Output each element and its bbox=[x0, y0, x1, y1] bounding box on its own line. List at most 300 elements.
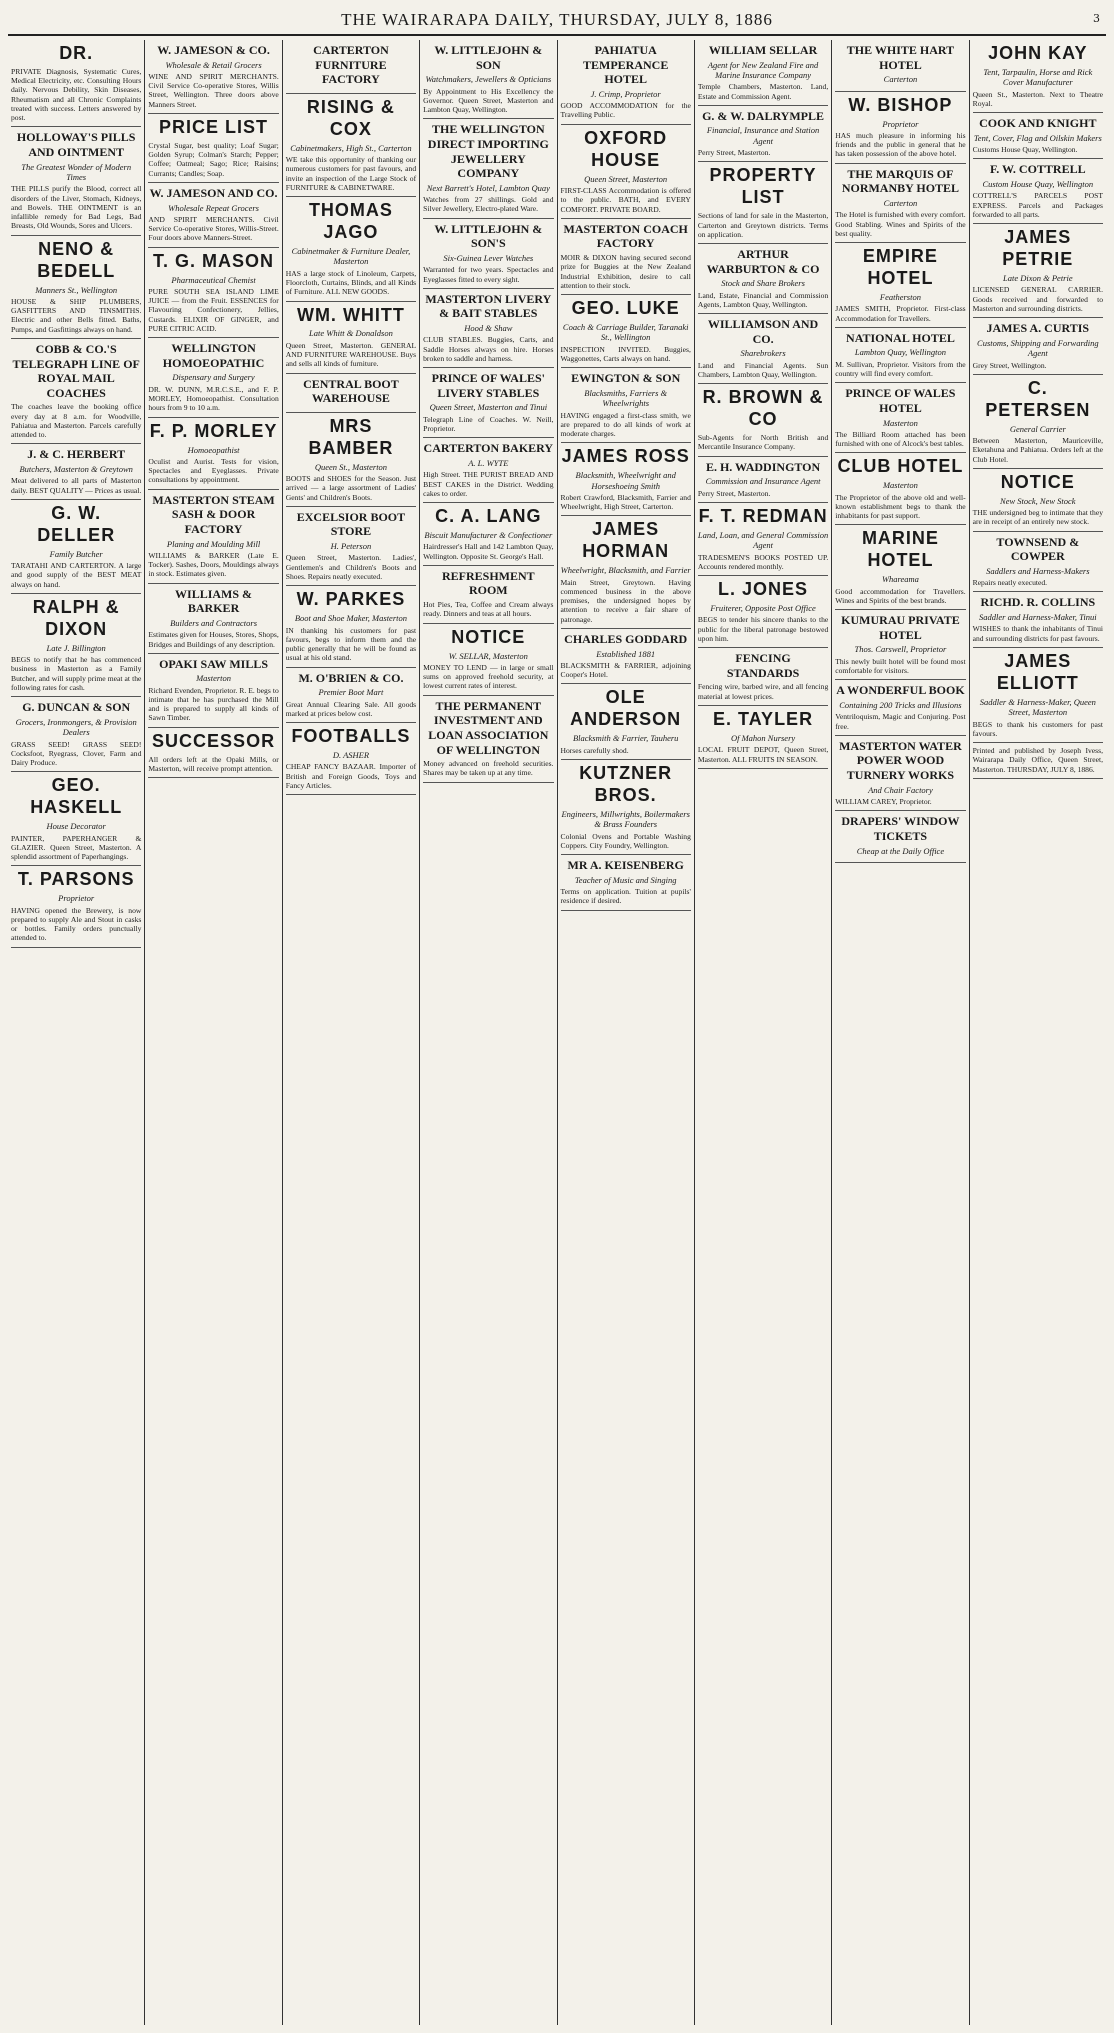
ad-subtitle: Fruiterer, Opposite Post Office bbox=[710, 603, 816, 614]
advertisement bbox=[286, 668, 416, 723]
ad-body: Terms on application. Tuition at pupils' residence if desired. bbox=[560, 887, 691, 906]
ad-body: Money advanced on freehold securities. Shares may be taken up at any time. bbox=[423, 759, 554, 778]
ad-title: JAMES HORMAN bbox=[582, 519, 670, 562]
column-6 bbox=[695, 40, 832, 2025]
ad-body: IN thanking his customers for past favours, begs to inform them and the public generally that he will be found as usual at his old stand. bbox=[285, 625, 417, 663]
advertisement bbox=[423, 438, 553, 503]
ad-subtitle: Established 1881 bbox=[596, 648, 656, 659]
ad-body: WE take this opportunity of thanking our numerous customers for past favours, and invite an inspection of the Large Stock of FURNITURE & CABINETWARE. bbox=[285, 155, 417, 192]
advertisement bbox=[835, 736, 965, 811]
advertisement bbox=[835, 40, 965, 92]
ad-title: SUCCESSOR bbox=[152, 730, 276, 751]
ad-title: T. PARSONS bbox=[17, 869, 135, 890]
ad-subtitle: Boot and Shoe Maker, Masterton bbox=[294, 613, 407, 624]
advertisement bbox=[423, 368, 553, 438]
advertisement bbox=[286, 507, 416, 586]
advertisement bbox=[423, 289, 553, 368]
ad-title: F. T. REDMAN bbox=[698, 505, 828, 526]
advertisement bbox=[835, 680, 965, 735]
ad-title: THOMAS JAGO bbox=[308, 200, 393, 243]
ad-subtitle: A. L. WYTE bbox=[468, 457, 509, 468]
ad-body: Hot Pies, Tea, Coffee and Cream always ready. Dinners and teas at all hours. bbox=[423, 600, 554, 619]
ad-body: Fencing wire, barbed wire, and all fencing material at lowest prices. bbox=[697, 682, 829, 701]
ad-body: AND SPIRIT MERCHANTS. Civil Service Co-operative Stores, Willis-Street. Four doors above Manners-Street. bbox=[148, 214, 279, 243]
advertisement bbox=[561, 684, 691, 760]
ad-subtitle: H. Peterson bbox=[330, 541, 372, 552]
ad-subtitle: Saddlers and Harness-Makers bbox=[986, 565, 1090, 576]
ad-subtitle: Next Barrett's Hotel, Lambton Quay bbox=[426, 182, 550, 193]
ad-subtitle: Whareama bbox=[881, 574, 919, 585]
ad-body: Robert Crawford, Blacksmith, Farrier and Wheelwright, High Street, Carterton. bbox=[560, 492, 691, 512]
ad-subtitle: Masterton bbox=[196, 673, 232, 684]
ad-body: THE undersigned beg to intimate that they are in receipt of an entirely new stock. bbox=[972, 508, 1103, 527]
ad-body: HAS much pleasure in informing his friends and the public in general that he has taken possession of the above hotel. bbox=[835, 130, 966, 159]
ad-subtitle: Carterton bbox=[883, 74, 918, 85]
ad-subtitle: Blacksmith & Farrier, Tauheru bbox=[572, 733, 679, 744]
advertisement bbox=[286, 413, 416, 507]
ad-title: PAHIATUA TEMPERANCE HOTEL bbox=[583, 43, 669, 87]
advertisement bbox=[835, 243, 965, 328]
ad-body: COTTRELL'S PARCELS POST EXPRESS. Parcels and Packages forwarded to all parts. bbox=[972, 191, 1103, 219]
ad-title: NATIONAL HOTEL bbox=[846, 330, 955, 345]
advertisement bbox=[561, 219, 691, 295]
ad-subtitle: And Chair Factory bbox=[868, 784, 933, 795]
ad-title: PRINCE OF WALES HOTEL bbox=[845, 386, 956, 415]
ad-subtitle: Land, Loan, and General Commission Agent bbox=[697, 529, 829, 551]
ad-title: OPAKI SAW MILLS bbox=[159, 656, 269, 671]
advertisement bbox=[835, 164, 965, 243]
advertisement bbox=[286, 723, 416, 795]
advertisement bbox=[973, 648, 1103, 743]
advertisement bbox=[835, 610, 965, 680]
advertisement bbox=[835, 328, 965, 383]
advertisement bbox=[698, 162, 828, 244]
advertisement bbox=[698, 648, 828, 706]
page-number: 3 bbox=[1093, 12, 1100, 25]
ad-subtitle: Wholesale & Retail Grocers bbox=[165, 59, 262, 70]
advertisement bbox=[835, 811, 965, 863]
ad-body: BEGS to notify that he has commenced business in Masterton as a Family Butcher, and will supply prime meat at the following rates for cash. bbox=[11, 655, 142, 692]
ad-subtitle: Saddler & Harness-Maker, Queen Street, Masterton bbox=[979, 696, 1096, 718]
ad-body: Land, Estate, Financial and Commission Agents, Lambton Quay, Wellington. bbox=[697, 290, 829, 309]
ad-body: Estimates given for Houses, Stores, Shops, Bridges and Buildings of any description. bbox=[148, 630, 279, 649]
ad-subtitle: Builders and Contractors bbox=[170, 617, 258, 628]
ad-body: THE PILLS purify the Blood, correct all disorders of the Liver, Stomach, Kidneys, and Bowels. THE OINTMENT is an infallible remedy for Bad Legs, Bad Breasts, Old Wounds, Sores and Ulcers. bbox=[11, 184, 142, 231]
advertisement bbox=[835, 525, 965, 610]
advertisement bbox=[148, 490, 278, 584]
ad-body: DR. W. DUNN, M.R.C.S.E., and F. P. MORLEY, Homoeopathist. Consultation hours from 9 to 10 a.m. bbox=[148, 384, 279, 413]
ad-subtitle: Proprietor bbox=[882, 118, 919, 129]
ad-title: F. W. COTTRELL bbox=[990, 162, 1086, 177]
newspaper-title: THE WAIRARAPA DAILY, THURSDAY, JULY 8, 1886 bbox=[341, 10, 773, 29]
ad-title: GEO. HASKELL bbox=[30, 775, 123, 818]
ad-subtitle: Teacher of Music and Singing bbox=[574, 874, 677, 885]
ad-body: CLUB STABLES. Buggies, Carts, and Saddle Horses always on hire. Horses broken to saddle and harness. bbox=[423, 335, 554, 363]
ad-title: ARTHUR WARBURTON & CO bbox=[706, 247, 820, 276]
ad-subtitle: D. ASHER bbox=[332, 749, 370, 760]
advertisement bbox=[11, 866, 141, 947]
advertisement bbox=[561, 516, 691, 629]
ad-body: Telegraph Line of Coaches. W. Neill, Proprietor. bbox=[423, 414, 554, 434]
ad-title: C. PETERSEN bbox=[985, 377, 1091, 420]
ad-body: WISHES to thank the inhabitants of Tinui and surrounding districts for past favours. bbox=[972, 624, 1103, 643]
advertisement bbox=[148, 114, 278, 183]
advertisement bbox=[286, 40, 416, 94]
ad-body: LOCAL FRUIT DEPOT, Queen Street, Masterton. ALL FRUITS IN SEASON. bbox=[697, 745, 829, 764]
advertisement bbox=[148, 338, 278, 417]
ad-subtitle: Proprietor bbox=[58, 893, 95, 904]
ad-subtitle: Grocers, Ironmongers, & Provision Dealers bbox=[15, 716, 137, 738]
ad-title: C. A. LANG bbox=[435, 506, 542, 527]
ad-body: Crystal Sugar, best quality; Loaf Sugar; Golden Syrup; Colman's Starch; Pepper; Coffee; Oatmeal; Sago; Rice; Raisins; Currants; Candles; Soap. bbox=[148, 140, 279, 178]
advertisement bbox=[11, 444, 141, 499]
ad-subtitle: Stock and Share Brokers bbox=[721, 278, 805, 289]
column-7 bbox=[832, 40, 969, 2025]
advertisement bbox=[973, 159, 1103, 224]
ad-title: W. PARKES bbox=[296, 589, 406, 610]
ad-title: RICHD. R. COLLINS bbox=[980, 595, 1096, 610]
column-8 bbox=[970, 40, 1106, 2025]
ad-subtitle: Pharmaceutical Chemist bbox=[171, 274, 256, 285]
ad-body: The Proprietor of the above old and well-known establishment begs to thank the inhabitants for past support. bbox=[835, 492, 966, 521]
ad-body: LICENSED GENERAL CARRIER. Goods received and forwarded to Masterton and surrounding districts. bbox=[972, 285, 1103, 313]
ad-subtitle: Sharebrokers bbox=[740, 348, 786, 359]
ad-title: PRICE LIST bbox=[159, 116, 269, 137]
advertisement bbox=[561, 629, 691, 684]
masthead bbox=[8, 6, 1106, 36]
ad-title: NOTICE bbox=[451, 626, 526, 647]
ad-title: WM. WHITT bbox=[296, 304, 405, 325]
advertisement bbox=[698, 576, 828, 648]
ad-body: Queen Street, Masterton. GENERAL AND FURNITURE WAREHOUSE. Buys and sells all kinds of furniture. bbox=[285, 340, 417, 369]
ad-subtitle: Six-Guinea Lever Watches bbox=[443, 252, 534, 263]
ad-subtitle: Coach & Carriage Builder, Taranaki St., Wellington bbox=[562, 321, 689, 343]
ad-title: W. BISHOP bbox=[848, 94, 953, 115]
advertisement bbox=[698, 384, 828, 456]
ad-body: BEGS to tender his sincere thanks to the public for the liberal patronage bestowed upon him. bbox=[697, 615, 829, 643]
ad-title: MASTERTON STEAM SASH & DOOR FACTORY bbox=[152, 492, 275, 536]
ad-title: OXFORD HOUSE bbox=[584, 127, 668, 170]
ad-title: WILLIAM SELLAR bbox=[708, 43, 818, 57]
ad-body: Colonial Ovens and Portable Washing Coppers. City Foundry, Wellington. bbox=[560, 831, 691, 850]
ad-title: KUTZNER BROS. bbox=[579, 762, 673, 805]
ad-title: MR A. KEISENBERG bbox=[567, 858, 684, 873]
ad-subtitle: Family Butcher bbox=[49, 548, 103, 559]
advertisement bbox=[698, 706, 828, 769]
advertisement bbox=[698, 40, 828, 106]
ad-title: W. LITTLEJOHN & SON'S bbox=[434, 221, 543, 251]
ad-title: JAMES ROSS bbox=[561, 446, 690, 467]
ad-title: JAMES ELLIOTT bbox=[996, 650, 1079, 693]
ad-title: JAMES PETRIE bbox=[1002, 227, 1074, 270]
ad-subtitle: W. SELLAR, Masterton bbox=[448, 650, 528, 661]
ad-body: All orders left at the Opaki Mills, or Masterton, will receive prompt attention. bbox=[148, 754, 279, 773]
ad-title: HOLLOWAY'S PILLS AND OINTMENT bbox=[16, 130, 136, 160]
ad-body: Perry Street, Masterton. bbox=[697, 488, 771, 498]
advertisement bbox=[973, 469, 1103, 532]
ad-subtitle: Late Dixon & Petrie bbox=[1002, 273, 1073, 284]
imprint-text: Printed and published by Joseph Ivess, Wairarapa Daily Office, Queen Street, Masterton. THURSDAY, JULY 8, 1886. bbox=[972, 746, 1103, 774]
ad-body: Queen Street, Masterton. Ladies', Gentlemen's and Children's Boots and Shoes. Repairs neatly executed. bbox=[285, 553, 417, 581]
ad-subtitle: Queen Street, Masterton bbox=[584, 173, 668, 184]
advertisement bbox=[698, 314, 828, 384]
advertisement bbox=[148, 248, 278, 339]
ad-body: Horses carefully shod. bbox=[560, 745, 629, 755]
ad-body: HAS a large stock of Linoleum, Carpets, Floorcloth, Curtains, Blinds, and all Kinds of Furniture. ALL NEW GOODS. bbox=[285, 268, 417, 297]
advertisement bbox=[423, 40, 553, 119]
column-1 bbox=[8, 40, 145, 2025]
ad-body: Ventriloquism, Magic and Conjuring. Post free. bbox=[835, 712, 966, 731]
ad-subtitle: Customs, Shipping and Forwarding Agent bbox=[977, 337, 1099, 359]
ad-body: This newly built hotel will be found most comfortable for visitors. bbox=[835, 656, 966, 676]
ad-body: Repairs neatly executed. bbox=[972, 578, 1048, 588]
advertisement bbox=[148, 418, 278, 490]
ad-title: W. JAMESON & CO. bbox=[157, 43, 270, 57]
advertisement bbox=[11, 236, 141, 339]
ad-body: Grey Street, Wellington. bbox=[972, 360, 1047, 370]
ad-subtitle: Cabinetmaker & Furniture Dealer, Masterton bbox=[291, 246, 411, 267]
ad-body: PRIVATE Diagnosis, Systematic Cures, Medical Electricity, etc. Consulting Hours daily. Nervous Debility, Skin Diseases, Rheumatism and all Chronic Complaints treated with success. Letters answered by post. bbox=[11, 66, 142, 123]
ad-title: WELLINGTON HOMOEOPATHIC bbox=[162, 341, 265, 370]
ad-body: Queen St., Masterton. Next to Theatre Royal. bbox=[972, 89, 1103, 108]
ad-body: WILLIAMS & BARKER (Late E. Tocker). Sashes, Doors, Mouldings always in stock. Estimates given. bbox=[148, 550, 279, 579]
column-5 bbox=[558, 40, 695, 2025]
advertisement bbox=[698, 503, 828, 576]
ad-body: Great Annual Clearing Sale. All goods marked at prices below cost. bbox=[285, 699, 417, 718]
advertisement bbox=[11, 772, 141, 866]
ad-title: DR. bbox=[59, 43, 94, 63]
ad-title: R. BROWN & CO bbox=[702, 387, 824, 430]
advertisement bbox=[835, 92, 965, 164]
ad-subtitle: Butchers, Masterton & Greytown bbox=[19, 464, 133, 475]
ad-title: FENCING STANDARDS bbox=[726, 651, 800, 680]
advertisement bbox=[973, 532, 1103, 593]
ad-subtitle: Engineers, Millwrights, Boilermakers & Brass Founders bbox=[561, 808, 690, 830]
ad-subtitle: Queen Street, Masterton and Tinui bbox=[429, 402, 548, 413]
ad-body: HAVING opened the Brewery, is now prepared to supply Ale and Stout in casks or bottles. Family orders punctually attended to. bbox=[11, 905, 142, 943]
ad-subtitle: Late Whitt & Donaldson bbox=[309, 328, 393, 339]
ad-body: HAVING engaged a first-class smith, we are prepared to do all kinds of work at moderate charges. bbox=[560, 410, 691, 439]
ad-title: RISING & COX bbox=[306, 96, 395, 139]
ad-title: CARTERTON BAKERY bbox=[423, 441, 554, 456]
advertisement bbox=[973, 375, 1103, 469]
ad-title: WILLIAMS & BARKER bbox=[175, 586, 253, 616]
ad-title: MARINE HOTEL bbox=[861, 528, 939, 571]
ad-body: The Hotel is furnished with every comfort. Good Stabling. Wines and Spirits of the best quality. bbox=[835, 210, 966, 238]
ad-title: EMPIRE HOTEL bbox=[862, 246, 938, 288]
ad-subtitle: Queen St., Masterton bbox=[314, 461, 388, 472]
advertisement bbox=[561, 40, 691, 125]
ad-body: Meat delivered to all parts of Masterton daily. BEST QUALITY — Prices as usual. bbox=[11, 476, 142, 495]
ad-title: JAMES A. CURTIS bbox=[986, 321, 1090, 336]
ad-title: CENTRAL BOOT WAREHOUSE bbox=[303, 376, 399, 406]
ad-title: EWINGTON & SON bbox=[571, 371, 681, 386]
ad-title: CARTERTON FURNITURE FACTORY bbox=[313, 43, 389, 87]
ad-subtitle: Biscuit Manufacturer & Confectioner bbox=[424, 529, 553, 540]
ad-subtitle: Hood & Shaw bbox=[464, 323, 513, 334]
advertisement bbox=[286, 374, 416, 413]
ad-body: MOIR & DIXON having secured second prize for Buggies at the New Zealand Industrial Exhibition, desire to call attention to their stock. bbox=[560, 253, 691, 290]
column-3 bbox=[283, 40, 420, 2025]
ad-title: THE WELLINGTON DIRECT IMPORTING JEWELLERY COMPANY bbox=[427, 122, 549, 181]
advertisement bbox=[148, 584, 278, 654]
ad-body: BOOTS and SHOES for the Season. Just arrived — a large assortment of Ladies' Gents' and Children's Boots. bbox=[285, 474, 417, 502]
ad-title: M. O'BRIEN & CO. bbox=[298, 670, 404, 685]
advertisement bbox=[286, 586, 416, 667]
ad-title: G. DUNCAN & SON bbox=[22, 700, 131, 715]
ad-body: HOUSE & SHIP PLUMBERS, GASFITTERS AND TINSMITHS. Electric and other Bells fitted. Baths, Pumps, and Gasfittings always on hand. bbox=[11, 296, 142, 334]
ad-body: BEGS to thank his customers for past favours. bbox=[972, 719, 1103, 738]
ad-title: PROPERTY LIST bbox=[709, 165, 817, 208]
advertisement bbox=[698, 244, 828, 314]
advertisement bbox=[973, 113, 1103, 159]
ad-subtitle: Manners St., Wellington bbox=[35, 284, 118, 295]
ad-title: T. G. MASON bbox=[153, 250, 275, 271]
advertisement bbox=[423, 219, 553, 289]
ad-body: Land and Financial Agents. Sun Chambers, Lambton Quay, Wellington. bbox=[697, 360, 829, 380]
ad-body: Warranted for two years. Spectacles and Eyeglasses fitted to every sight. bbox=[423, 265, 554, 284]
ad-title: A WONDERFUL BOOK bbox=[836, 683, 965, 698]
ad-title: MASTERTON LIVERY & BAIT STABLES bbox=[425, 291, 552, 321]
ad-title: MASTERTON COACH FACTORY bbox=[563, 221, 688, 251]
advertisement bbox=[698, 457, 828, 503]
advertisement bbox=[286, 197, 416, 301]
ad-body: MONEY TO LEND — in large or small sums on approved freehold security, at lowest current rates of interest. bbox=[423, 662, 554, 691]
advertisement bbox=[148, 183, 278, 248]
advertisement bbox=[561, 760, 691, 855]
advertisement bbox=[973, 40, 1103, 113]
columns bbox=[8, 40, 1106, 2025]
advertisement bbox=[561, 295, 691, 368]
advertisement bbox=[698, 106, 828, 163]
ad-title: F. P. MORLEY bbox=[149, 420, 278, 441]
ad-title: L. JONES bbox=[718, 579, 809, 600]
ad-body: FIRST-CLASS Accommodation is offered to the public. BATH, and EVERY COMFORT. PRIVATE BOARD. bbox=[560, 186, 691, 214]
advertisement bbox=[561, 125, 691, 219]
advertisement bbox=[148, 40, 278, 114]
ad-subtitle: Tent, Tarpaulin, Horse and Rick Cover Manufacturer bbox=[983, 66, 1093, 88]
ad-body: Oculist and Aurist. Tests for vision, Spectacles and Eyeglasses. Private consultations by appointment. bbox=[148, 456, 279, 485]
ad-subtitle: Cabinetmakers, High St., Carterton bbox=[290, 142, 412, 153]
advertisement bbox=[11, 500, 141, 594]
ad-title: THE WHITE HART HOTEL bbox=[846, 43, 955, 72]
ad-body: The Billiard Room attached has been furnished with one of Alcock's best tables. bbox=[835, 429, 966, 449]
ad-subtitle: J. Crimp, Proprietor bbox=[590, 88, 661, 99]
ad-body: Perry Street, Masterton. bbox=[697, 148, 771, 158]
ad-subtitle: House Decorator bbox=[46, 821, 106, 832]
advertisement bbox=[973, 592, 1103, 647]
ad-subtitle: Late J. Billington bbox=[46, 642, 106, 653]
ad-body: TRADESMEN'S BOOKS POSTED UP. Accounts rendered monthly. bbox=[697, 552, 829, 571]
advertisement bbox=[561, 855, 691, 910]
ad-title: FOOTBALLS bbox=[291, 726, 411, 746]
ad-title: EXCELSIOR BOOT STORE bbox=[296, 509, 406, 539]
ad-subtitle: Blacksmiths, Farriers & Wheelwrights bbox=[584, 387, 668, 409]
ad-body: Good accommodation for Travellers. Wines and Spirits of the best brands. bbox=[835, 586, 966, 605]
ad-title: WILLIAMSON AND CO. bbox=[707, 317, 819, 346]
ad-subtitle: Lambton Quay, Wellington bbox=[854, 347, 946, 358]
ad-title: W. JAMESON AND CO. bbox=[149, 185, 278, 200]
advertisement bbox=[423, 566, 553, 624]
advertisement bbox=[835, 453, 965, 525]
ad-subtitle: General Carrier bbox=[1009, 423, 1066, 434]
advertisement bbox=[11, 697, 141, 772]
advertisement bbox=[423, 503, 553, 566]
ad-title: THE PERMANENT INVESTMENT AND LOAN ASSOCIATION OF WELLINGTON bbox=[428, 698, 549, 757]
ad-subtitle: Blacksmith, Wheelwright and Horseshoeing Smith bbox=[575, 470, 676, 491]
column-4 bbox=[420, 40, 557, 2025]
ad-subtitle: Commission and Insurance Agent bbox=[705, 476, 821, 487]
ad-subtitle: The Greatest Wonder of Modern Times bbox=[21, 161, 132, 183]
advertisement bbox=[286, 302, 416, 374]
ad-body: M. Sullivan, Proprietor. Visitors from the country will find every comfort. bbox=[835, 359, 966, 379]
advertisement bbox=[148, 728, 278, 778]
ad-title: TOWNSEND & COWPER bbox=[996, 534, 1080, 564]
ad-body: Watches from 27 shillings. Gold and Silver Jewellery, Electro-plated Ware. bbox=[423, 195, 554, 214]
ad-subtitle: Agent for New Zealand Fire and Marine Insurance Company bbox=[707, 59, 819, 80]
advertisement bbox=[423, 624, 553, 696]
ad-body: By Appointment to His Excellency the Governor. Queen Street, Masterton and Lambton Quay, Wellington. bbox=[423, 86, 554, 115]
ad-title: CHARLES GODDARD bbox=[564, 631, 688, 646]
ad-subtitle: Of Mahon Nursery bbox=[730, 732, 796, 743]
ad-title: OLE ANDERSON bbox=[570, 687, 682, 730]
advertisement bbox=[286, 94, 416, 197]
ad-body: Customs House Quay, Wellington. bbox=[972, 145, 1078, 155]
ad-title: E. TAYLER bbox=[713, 708, 814, 729]
ad-title: J. & C. HERBERT bbox=[27, 447, 126, 462]
ad-subtitle: Homoeopathist bbox=[187, 444, 240, 455]
ad-body: JAMES SMITH, Proprietor. First-class Accommodation for Travellers. bbox=[835, 304, 966, 323]
ad-subtitle: Dispensary and Surgery bbox=[172, 372, 255, 383]
ad-title: KUMURAU PRIVATE HOTEL bbox=[841, 613, 960, 642]
advertisement bbox=[561, 368, 691, 443]
ad-title: COBB & CO.'S TELEGRAPH LINE OF ROYAL MAIL COACHES bbox=[12, 341, 140, 400]
ad-title: DRAPERS' WINDOW TICKETS bbox=[841, 814, 960, 843]
ad-subtitle: Wheelwright, Blacksmith, and Farrier bbox=[560, 565, 691, 576]
ad-body: GRASS SEED! GRASS SEED! Cocksfoot, Ryegrass, Clover, Farm and Dairy Produce. bbox=[11, 739, 142, 768]
ad-subtitle: Carterton bbox=[883, 197, 918, 208]
ad-title: NENO & BEDELL bbox=[37, 238, 116, 281]
ad-subtitle: Masterton bbox=[882, 417, 918, 428]
ad-body: WILLIAM CAREY, Proprietor. bbox=[835, 797, 932, 807]
ad-subtitle: Custom House Quay, Wellington bbox=[982, 179, 1094, 190]
ad-body: CHEAP FANCY BAZAAR. Importer of British and Foreign Goods, Toys and Fancy Articles. bbox=[285, 762, 417, 790]
advertisement bbox=[148, 654, 278, 728]
ad-subtitle: Planing and Moulding Mill bbox=[166, 538, 261, 549]
ad-title: REFRESHMENT ROOM bbox=[441, 568, 535, 598]
ad-subtitle: Saddler and Harness-Maker, Tinui bbox=[979, 612, 1097, 623]
ad-body: BLACKSMITH & FARRIER, adjoining Cooper's Hotel. bbox=[560, 660, 691, 680]
ad-title: COOK AND KNIGHT bbox=[979, 116, 1097, 131]
advertisement bbox=[835, 383, 965, 453]
advertisement bbox=[11, 40, 141, 127]
ad-title: G. & W. DALRYMPLE bbox=[702, 108, 825, 123]
advertisement bbox=[561, 443, 691, 516]
ad-body: TARATAHI AND CARTERTON. A large and good supply of the BEST MEAT always on hand. bbox=[11, 561, 142, 589]
ad-body: Richard Evenden, Proprietor. R. E. begs to intimate that he has purchased the Mill and is prepared to supply all kinds of Sawn Timber. bbox=[148, 685, 279, 723]
ad-title: NOTICE bbox=[1000, 471, 1075, 492]
ad-subtitle: New Stock, New Stock bbox=[1000, 495, 1076, 506]
ad-title: E. H. WADDINGTON bbox=[705, 459, 821, 474]
ad-body: Temple Chambers, Masterton. Land, Estate and Commission Agent. bbox=[697, 82, 829, 101]
advertisement bbox=[423, 119, 553, 218]
ad-title: W. LITTLEJOHN & SON bbox=[434, 43, 543, 72]
advertisement bbox=[11, 594, 141, 697]
ad-body: Sections of land for sale in the Masterton, Carterton and Greytown districts. Terms on application. bbox=[697, 211, 829, 239]
footer-imprint bbox=[973, 743, 1103, 779]
ad-title: THE MARQUIS OF NORMANBY HOTEL bbox=[841, 166, 960, 196]
ad-body: INSPECTION INVITED. Buggies, Waggonettes, Carts always on hand. bbox=[560, 344, 691, 363]
